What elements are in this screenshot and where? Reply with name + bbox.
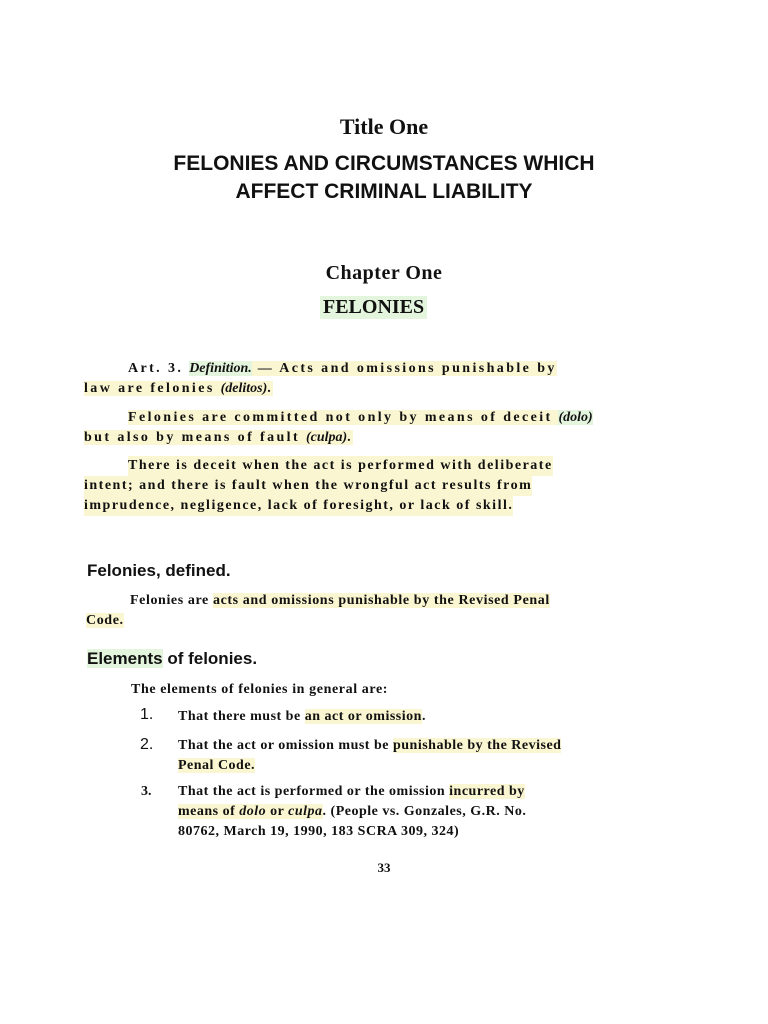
main-heading-line1: FELONIES AND CIRCUMSTANCES WHICH: [173, 152, 595, 175]
elements-word: Elements: [87, 649, 163, 668]
main-heading: [0, 150, 768, 206]
elements-heading-rest: of felonies.: [162, 649, 258, 668]
dolo-term: (dolo): [558, 410, 593, 425]
item2-pre: That the act or omission must be: [178, 738, 393, 753]
item1-pre: That there must be: [178, 709, 305, 724]
item3-culpa: culpa: [288, 804, 323, 819]
item3-dolo: dolo: [239, 804, 267, 819]
felonies-defined-paragraph: [86, 591, 696, 631]
para2-paragraph: [84, 408, 704, 448]
item1-hl: an act or omission: [304, 709, 422, 724]
para3-line2: intent; and there is fault when the wrongful act results from: [84, 476, 532, 496]
item1-post: .: [421, 709, 426, 724]
felonies-defined-line1: [86, 591, 696, 611]
page-number: 33: [377, 860, 391, 875]
para2-period: .: [347, 430, 354, 445]
list-item-1: [178, 707, 426, 727]
elements-intro: The elements of felonies in general are:: [131, 682, 389, 697]
para2-line1: [84, 408, 704, 428]
para3-line3: imprudence, negligence, lack of foresight, or lack of skill.: [84, 496, 513, 516]
item3-citation: . (People vs. Gonzales, G.R. No.: [322, 804, 527, 819]
definition-term: Definition.: [189, 361, 252, 376]
item2-hl: punishable by the Revised: [392, 738, 562, 753]
chapter-title: FELONIES: [320, 296, 427, 319]
para2-text1: Felonies are committed not only by means of deceit: [128, 410, 559, 425]
item3-line2: [178, 802, 698, 822]
list-item-number: 2.: [140, 736, 154, 753]
para2-text2: but also by means of fault: [84, 430, 306, 445]
item3-hl: incurred by: [449, 784, 525, 799]
main-heading-line2: AFFECT CRIMINAL LIABILITY: [235, 180, 533, 203]
list-item-3: [178, 782, 698, 842]
felonies-defined-code: Code.: [86, 613, 124, 628]
item2-line1: [178, 736, 698, 756]
para3-paragraph: [84, 456, 694, 516]
para3-line1: There is deceit when the act is performed with deliberate: [128, 456, 553, 476]
art3-text2: law are felonies: [84, 381, 221, 396]
art3-line2: [84, 379, 694, 399]
chapter-label: Chapter One: [325, 262, 443, 284]
section-felonies-defined-heading: Felonies, defined.: [87, 561, 231, 580]
list-item-number: 1.: [140, 706, 154, 723]
item3-pre: That the act is performed or the omission: [178, 784, 450, 799]
felonies-defined-line2: [86, 611, 696, 631]
item3-line1: [178, 782, 698, 802]
item2-line2: [178, 756, 698, 776]
item3-line3: 80762, March 19, 1990, 183 SCRA 309, 324): [178, 824, 460, 839]
felonies-defined-hl: acts and omissions punishable by the Revised Penal: [212, 593, 550, 608]
item3-or: or: [266, 804, 289, 819]
item2-line2-text: Penal Code.: [178, 758, 256, 773]
item3-means: means of: [178, 804, 240, 819]
section-elements-heading: [87, 649, 257, 669]
title-one: Title One: [339, 114, 429, 139]
art3-period: .: [267, 381, 274, 396]
art3-text: — Acts and omissions punishable by: [251, 361, 557, 376]
list-item-2: [178, 736, 698, 776]
delitos-term: (delitos): [220, 381, 268, 396]
art3-line1: [84, 359, 694, 379]
para2-line2: [84, 428, 704, 448]
art3-paragraph: [84, 359, 694, 399]
list-item-number: 3.: [141, 784, 152, 799]
felonies-defined-pre: Felonies are: [130, 593, 213, 608]
art3-label: Art. 3.: [128, 361, 190, 376]
culpa-term: (culpa): [305, 430, 348, 445]
